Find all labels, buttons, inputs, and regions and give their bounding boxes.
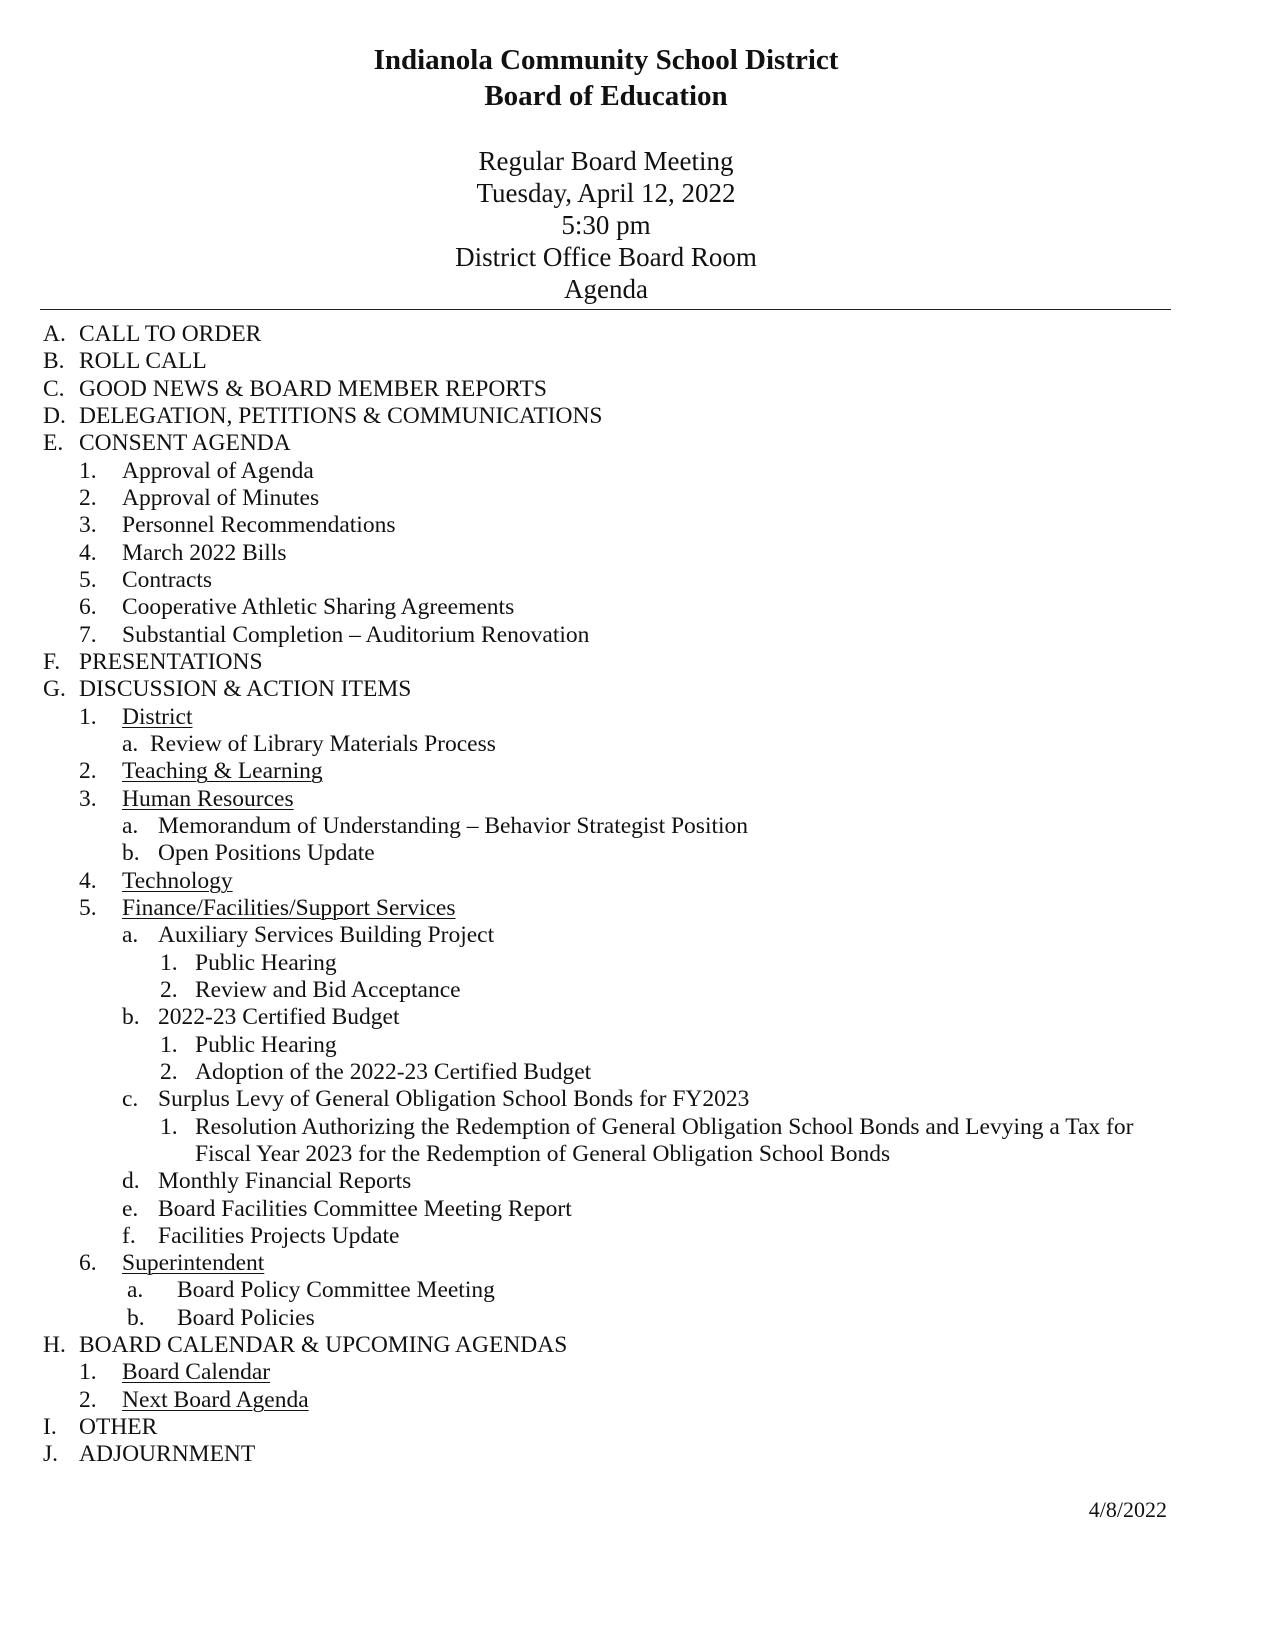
agenda-item-text: Review of Library Materials Process xyxy=(150,730,496,757)
agenda-item-subA xyxy=(0,731,1265,758)
agenda-item-item xyxy=(0,786,1265,813)
agenda-item-text: GOOD NEWS & BOARD MEMBER REPORTS xyxy=(79,375,547,402)
agenda-item-sec xyxy=(0,430,1265,457)
agenda-item-text: Memorandum of Understanding – Behavior Strategist Position xyxy=(158,812,749,839)
agenda-item-marker: 3. xyxy=(79,512,97,539)
agenda-item-item xyxy=(0,758,1265,785)
agenda-item-sub xyxy=(0,1196,1265,1223)
agenda-item-marker: c. xyxy=(122,1086,139,1113)
agenda-item-item xyxy=(0,512,1265,539)
agenda-item-item xyxy=(0,540,1265,567)
agenda-item-text: Surplus Levy of General Obligation School Bonds for FY2023 xyxy=(158,1086,750,1113)
agenda-item-marker: J. xyxy=(43,1441,59,1468)
agenda-item-text: CALL TO ORDER xyxy=(79,321,262,347)
agenda-item-text: Board Policies xyxy=(177,1304,315,1331)
agenda-item-sec xyxy=(0,649,1265,676)
agenda-item-item xyxy=(0,622,1265,649)
agenda-item-supsub xyxy=(0,1305,1265,1332)
agenda-item-sec xyxy=(0,403,1265,430)
agenda-item-marker: 1. xyxy=(79,1359,97,1386)
agenda-item-text: Facilities Projects Update xyxy=(158,1222,400,1249)
header-divider xyxy=(40,309,1171,310)
agenda-item-marker: F. xyxy=(43,648,61,675)
agenda-item-text: Human Resources xyxy=(122,785,294,812)
agenda-item-text: District xyxy=(122,703,193,730)
agenda-item-sub xyxy=(0,1004,1265,1031)
agenda-item-text: BOARD CALENDAR & UPCOMING AGENDAS xyxy=(79,1332,568,1359)
agenda-item-item xyxy=(0,868,1265,895)
agenda-item-sec xyxy=(0,321,1265,348)
agenda-item-marker: b. xyxy=(122,840,140,867)
agenda-item-marker: d. xyxy=(122,1168,140,1195)
agenda-item-marker: 7. xyxy=(79,621,97,648)
agenda-item-text: Auxiliary Services Building Project xyxy=(158,922,495,949)
agenda-item-item xyxy=(0,1250,1265,1277)
district-name: Indianola Community School District xyxy=(373,44,839,76)
agenda-item-text: CONSENT AGENDA xyxy=(79,430,291,457)
agenda-item-marker: 2. xyxy=(79,1386,97,1413)
agenda-item-cont xyxy=(0,1141,1265,1168)
agenda-item-text: Fiscal Year 2023 for the Redemption of General Obligation School Bonds xyxy=(195,1140,891,1167)
agenda-item-marker: C. xyxy=(43,375,65,402)
agenda-item-item xyxy=(0,567,1265,594)
agenda-item-marker: 2. xyxy=(160,976,178,1003)
agenda-item-item xyxy=(0,458,1265,485)
agenda-item-text: Approval of Agenda xyxy=(122,457,314,484)
agenda-item-text: Board Calendar xyxy=(122,1359,271,1386)
agenda-item-sub xyxy=(0,1223,1265,1250)
agenda-item-item xyxy=(0,485,1265,512)
agenda-item-marker: 1. xyxy=(160,949,178,976)
agenda-item-text: PRESENTATIONS xyxy=(79,648,263,675)
meeting-type: Regular Board Meeting xyxy=(478,146,734,176)
agenda-item-text: 2022-23 Certified Budget xyxy=(158,1004,400,1031)
agenda-item-marker: E. xyxy=(43,430,64,457)
agenda-item-marker: 1. xyxy=(79,703,97,730)
agenda-item-item xyxy=(0,704,1265,731)
agenda-item-sub xyxy=(0,1086,1265,1113)
agenda-item-marker: a. xyxy=(122,812,139,839)
agenda-item-text: Technology xyxy=(122,867,233,894)
agenda-item-text: ADJOURNMENT xyxy=(79,1441,256,1468)
agenda-item-text: ROLL CALL xyxy=(79,348,207,375)
agenda-item-marker: 2. xyxy=(79,484,97,511)
agenda-item-sub xyxy=(0,922,1265,949)
agenda-item-marker: 6. xyxy=(79,1250,97,1277)
agenda-item-item xyxy=(0,1359,1265,1386)
agenda-item-marker: 2. xyxy=(160,1058,178,1085)
agenda-item-supsub xyxy=(0,1277,1265,1304)
agenda-item-text: DELEGATION, PETITIONS & COMMUNICATIONS xyxy=(79,402,603,429)
agenda-item-marker: 2. xyxy=(79,758,97,785)
agenda-item-item xyxy=(0,1387,1265,1414)
agenda-item-text: Board Facilities Committee Meeting Report xyxy=(158,1195,572,1222)
meeting-location: District Office Board Room xyxy=(455,242,757,272)
agenda-item-sec xyxy=(0,1441,1265,1468)
agenda-item-text: March 2022 Bills xyxy=(122,539,287,566)
agenda-item-marker: 1. xyxy=(160,1113,178,1140)
agenda-item-text: Public Hearing xyxy=(195,949,337,976)
agenda-item-item xyxy=(0,594,1265,621)
agenda-item-item xyxy=(0,895,1265,922)
agenda-item-marker: D. xyxy=(43,402,66,429)
agenda-item-marker: b. xyxy=(122,1004,140,1031)
agenda-item-sec xyxy=(0,676,1265,703)
agenda-item-marker: f. xyxy=(122,1222,136,1249)
agenda-item-text: Teaching & Learning xyxy=(122,758,323,785)
agenda-item-marker: A. xyxy=(43,321,66,347)
agenda-item-sec xyxy=(0,1414,1265,1441)
agenda-item-marker: b. xyxy=(127,1304,145,1331)
agenda-item-text: Open Positions Update xyxy=(158,840,375,867)
agenda-item-marker: 1. xyxy=(79,457,97,484)
agenda-item-sec xyxy=(0,348,1265,375)
agenda-item-text: Cooperative Athletic Sharing Agreements xyxy=(122,594,515,621)
agenda-item-text: OTHER xyxy=(79,1414,158,1441)
agenda-item-marker: I. xyxy=(43,1414,57,1441)
board-name: Board of Education xyxy=(484,80,728,112)
agenda-item-text: Approval of Minutes xyxy=(122,484,320,511)
agenda-item-marker: e. xyxy=(122,1195,139,1222)
agenda-item-text: Board Policy Committee Meeting xyxy=(177,1277,495,1304)
agenda-item-subsub xyxy=(0,1114,1265,1141)
agenda-item-text: Public Hearing xyxy=(195,1031,337,1058)
agenda-item-sec xyxy=(0,1332,1265,1359)
agenda-item-text: Personnel Recommendations xyxy=(122,512,396,539)
agenda-item-text: Finance/Facilities/Support Services xyxy=(122,894,456,921)
agenda-item-sub xyxy=(0,840,1265,867)
agenda-item-marker: G. xyxy=(43,676,66,703)
agenda-item-sub xyxy=(0,813,1265,840)
agenda-item-text: Review and Bid Acceptance xyxy=(195,976,461,1003)
agenda-item-text: Superintendent xyxy=(122,1250,265,1277)
agenda-item-text: Adoption of the 2022-23 Certified Budget xyxy=(195,1058,592,1085)
agenda-item-marker: 3. xyxy=(79,785,97,812)
agenda-list xyxy=(0,321,1265,1469)
agenda-item-marker: 4. xyxy=(79,867,97,894)
agenda-item-text: Resolution Authorizing the Redemption of General Obligation School Bonds and Levying a Tax for xyxy=(195,1113,1134,1140)
agenda-item-marker: a. xyxy=(122,922,139,949)
agenda-item-text: Monthly Financial Reports xyxy=(158,1168,412,1195)
agenda-item-sec xyxy=(0,376,1265,403)
agenda-item-subsub xyxy=(0,1032,1265,1059)
agenda-item-text: DISCUSSION & ACTION ITEMS xyxy=(79,676,412,703)
agenda-item-subsub xyxy=(0,950,1265,977)
meeting-time: 5:30 pm xyxy=(561,210,651,240)
agenda-item-subsub xyxy=(0,1059,1265,1086)
agenda-item-marker: a. xyxy=(127,1277,144,1304)
agenda-item-text: Contracts xyxy=(122,566,213,593)
agenda-item-text: Substantial Completion – Auditorium Renovation xyxy=(122,621,590,648)
agenda-item-marker: B. xyxy=(43,348,65,375)
agenda-item-marker: 5. xyxy=(79,566,97,593)
agenda-item-marker: 4. xyxy=(79,539,97,566)
agenda-item-subsub xyxy=(0,977,1265,1004)
agenda-item-sub xyxy=(0,1168,1265,1195)
agenda-item-marker: H. xyxy=(43,1332,66,1359)
document-label: Agenda xyxy=(564,274,648,304)
agenda-item-marker: a. xyxy=(122,730,139,757)
agenda-item-marker: 1. xyxy=(160,1031,178,1058)
revision-date: 4/8/2022 xyxy=(1088,1497,1167,1522)
agenda-item-text: Next Board Agenda xyxy=(122,1386,309,1413)
agenda-item-marker: 6. xyxy=(79,594,97,621)
agenda-item-marker: 5. xyxy=(79,894,97,921)
meeting-date: Tuesday, April 12, 2022 xyxy=(476,178,736,208)
